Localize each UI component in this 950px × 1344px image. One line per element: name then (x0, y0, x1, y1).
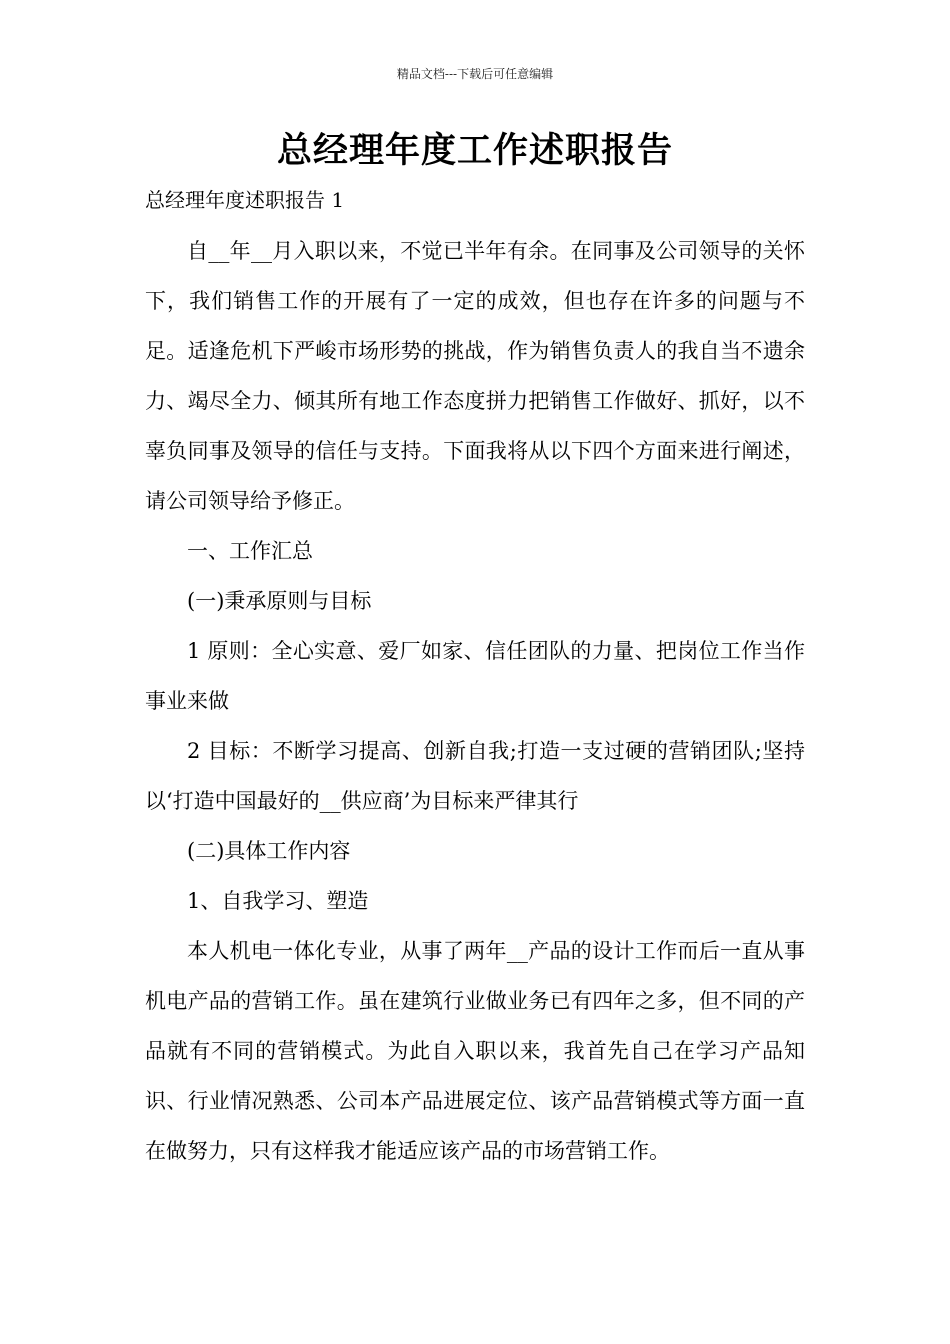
item-heading: 1、自我学习、塑造 (187, 889, 369, 913)
subsection-heading: (一)秉承原则与目标 (187, 589, 372, 613)
section-heading: 一、工作汇总 (187, 539, 313, 563)
document-title: 总经理年度工作述职报告 (276, 130, 673, 171)
document-subtitle: 总经理年度述职报告 1 (145, 188, 345, 212)
document-body (145, 226, 805, 1176)
paragraph-principle: 1 原则：全心实意、爱厂如家、信任团队的力量、把岗位工作当作事业来做 (145, 639, 805, 713)
paragraph-self-study: 本人机电一体化专业，从事了两年__产品的设计工作而后一直从事机电产品的营销工作。虽在建筑行业做业务已有四年之多，但不同的产品就有不同的营销模式。为此自入职以来，我首先自己在学习产品知识、行业情况熟悉、公司本产品进展定位、该产品营销模式等方面一直在做努力，只有这样我才能适应该产品的市场营销工作。 (145, 939, 805, 1163)
paragraph-intro: 自__年__月入职以来，不觉已半年有余。在同事及公司领导的关怀下，我们销售工作的开展有了一定的成效，但也存在许多的问题与不足。适逢危机下严峻市场形势的挑战，作为销售负责人的我自当不遗余力、竭尽全力、倾其所有地工作态度拼力把销售工作做好、抓好，以不辜负同事及领导的信任与支持。下面我将从以下四个方面来进行阐述，请公司领导给予修正。 (145, 239, 805, 513)
subsection-heading: (二)具体工作内容 (187, 839, 351, 863)
paragraph-goal: 2 目标：不断学习提高、创新自我;打造一支过硬的营销团队;坚持以‘打造中国最好的__供应商’为目标来严律其行 (145, 739, 805, 813)
page-header: 精品文档---下载后可任意编辑 (396, 67, 554, 81)
